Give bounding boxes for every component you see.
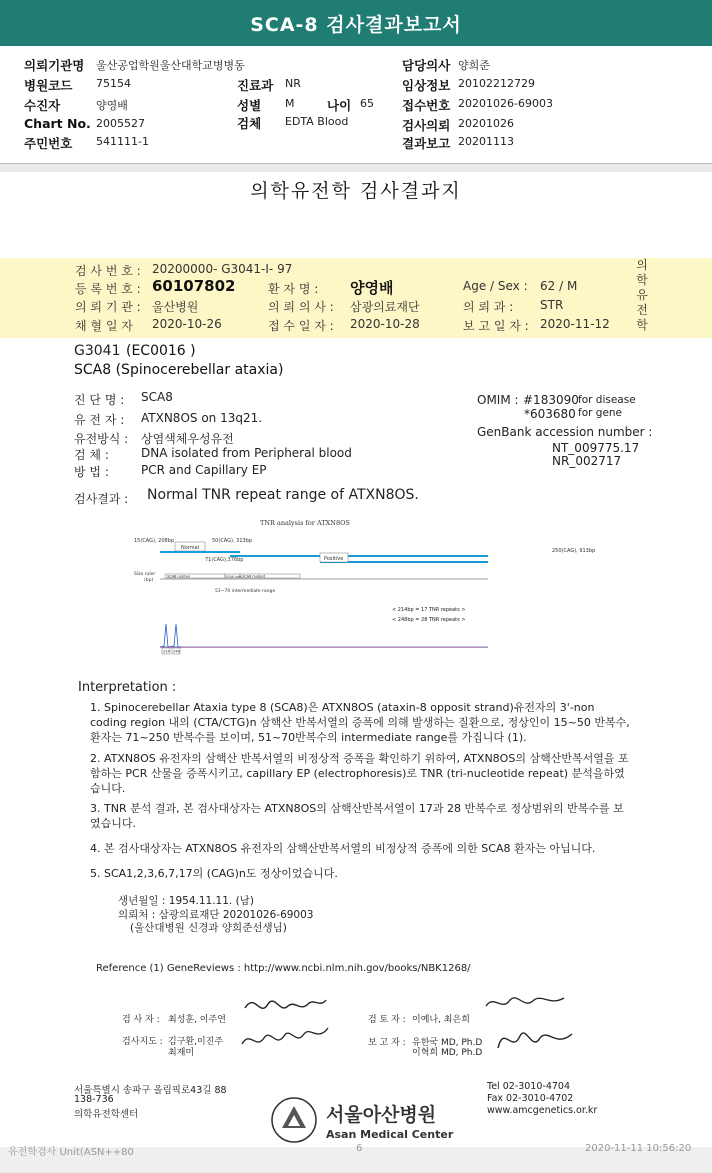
omim-disease-note: for disease (578, 394, 636, 406)
reviewer-signature (480, 990, 570, 1018)
scale-inter: SCA8 inter (226, 574, 242, 579)
birth-date: 생년월일 : 1954.11.11. (남) (118, 895, 254, 907)
clinical-label: 임상정보 (402, 78, 451, 93)
web: www.amcgenetics.or.kr (487, 1105, 598, 1116)
specimen2-label: 검 체 : (74, 448, 109, 462)
scale-mutant: SCA8 mutant (242, 574, 266, 579)
peak-label-1: 214 (163, 649, 170, 654)
inherit-label: 유전방식 : (74, 432, 129, 446)
receipt-value: 20201026-69003 (458, 97, 553, 110)
address-1: 서울특별시 송파구 올림픽로43길 88 (74, 1085, 227, 1096)
ward-label: 의 뢰 과 : (463, 300, 514, 314)
address-2: 138-736 (74, 1094, 114, 1105)
allele-1: < 214bp = 17 TNR repeats > (392, 607, 466, 613)
chart-label-l2: 50(CAG), 313bp (212, 538, 253, 544)
vertical-label: 의학유전학 (636, 258, 648, 332)
age-sex-label: Age / Sex : (463, 279, 528, 293)
reviewer-label: 검 토 자 : (368, 1015, 406, 1025)
peak-label-2: 248 (173, 649, 180, 654)
reporter-signature (490, 1018, 580, 1058)
fax: Fax 02-3010-4702 (487, 1093, 574, 1104)
disease-title: SCA8 (Spinocerebellar ataxia) (74, 362, 284, 378)
reporter-label: 보 고 자 : (368, 1038, 406, 1048)
chart-value: 2005527 (96, 117, 145, 130)
hospital-value: 울산공업학원울산대학교병병동 (96, 59, 245, 72)
referrer-2: (울산대병원 신경과 양희준선생님) (130, 922, 287, 934)
genbank-1: NT_009775.17 (552, 441, 640, 455)
code-label: 병원코드 (24, 78, 73, 93)
exam-no-value: 20200000- G3041-I- 97 (152, 262, 293, 276)
size-ruler-text: Size ruler (134, 572, 156, 577)
request-label: 검사의뢰 (402, 118, 451, 133)
hospital-label: 의뢰기관명 (24, 58, 85, 73)
doctor-label: 담당의사 (402, 58, 451, 73)
inst-value: 울산병원 (152, 300, 199, 314)
specimen-label: 검체 (237, 116, 262, 131)
inherit-value: 상염색체우성유전 (141, 432, 234, 446)
report-title: SCA-8 검사결과보고서 (250, 13, 462, 36)
exam-no-label: 검 사 번 호 : (75, 264, 141, 278)
hospital-kr: 서울아산병원 (326, 1104, 437, 1126)
req-doc-label: 의 뢰 의 사 : (268, 300, 334, 314)
positive-text: Positive (324, 556, 344, 562)
gene-value: ATXN8OS on 13q21. (141, 411, 263, 425)
interp-p4: 4. 본 검사대상자는 ATXN8OS 유전자의 삼핵산반복서열의 비정상적 증폭에 의한 SCA8 환자는 아닙니다. (90, 842, 596, 855)
doc-patient-value: 양영배 (350, 279, 394, 297)
chart-label: Chart No. (24, 116, 91, 131)
recv-label: 접 수 일 자 : (268, 319, 334, 333)
interp-p1: 1. Spinocerebellar Ataxia type 8 (SCA8)은 ATXN8OS (ataxin-8 opposit strand)유전자의 3'-non coding region 내의 (CTA/CTG)n 삼핵산 반복서열의 증폭에 의해 발생하는 질환으로, 정상인이 15~50 반복수, 환자는 71~250 반복수를 보이며, 51~70반복수의 intermediate range를 가집니다 (1). (90, 701, 630, 744)
dept-label: 진료과 (237, 78, 274, 93)
interp-p2: 2. ATXN8OS 유전자의 삼핵산 반복서열의 비정상적 증폭을 확인하기 위하여, ATXN8OS의 삼핵산반복서열을 포함하는 PCR 산물을 증폭시키고, capillary EP (electrophoresis)로 TNR (tri-nucleotide repeat) 분석을하였습니다. (90, 752, 629, 795)
reporter-value-2: 이혁희 MD, Ph.D (412, 1048, 483, 1058)
instructor-label: 검사지도 : (122, 1037, 163, 1047)
method-label: 방 법 : (74, 465, 109, 479)
tnr-figure (120, 512, 620, 667)
reporter-value: 유한국 MD, Ph.D (412, 1038, 483, 1048)
tester-value: 최성훈, 이주연 (168, 1015, 226, 1025)
interp-title: Interpretation : (78, 680, 177, 695)
patient-label: 수진자 (24, 98, 61, 113)
footer-center-note: 6 (356, 1143, 363, 1154)
genbank-2: NR_002717 (552, 454, 622, 468)
normal-text: Normal (181, 545, 200, 551)
report-title-bar (0, 0, 712, 46)
ward-value: STR (540, 298, 564, 312)
interp-p3: 3. TNR 분석 결과, 본 검사대상자는 ATXN8OS의 삼핵산반복서열이 17과 28 반복수로 정상범위의 반복수를 보였습니다. (90, 802, 624, 830)
age-label: 나이 (327, 98, 352, 113)
inter-range-text: 51~70 intermediate range (215, 589, 276, 594)
asan-logo-icon (270, 1096, 318, 1144)
recv-value: 2020-10-28 (350, 317, 420, 331)
tel: Tel 02-3010-4704 (487, 1081, 570, 1092)
header-info (0, 46, 712, 164)
chart-label-l4: 250(CAG), 913bp (552, 548, 596, 554)
scale-normal: SCA8 normal (167, 574, 190, 579)
omim-label: OMIM : (477, 393, 519, 407)
dx-value: SCA8 (141, 390, 173, 404)
instructor-signature (238, 1020, 338, 1054)
req-doc-value: 삼광의료재단 (350, 300, 420, 314)
hospital-en: Asan Medical Center (326, 1128, 454, 1141)
rep-value: 2020-11-12 (540, 317, 610, 331)
tester-signature (240, 990, 330, 1020)
interp-p5: 5. SCA1,2,3,6,7,17의 (CAG)n도 정상이었습니다. (90, 867, 338, 880)
age-value: 65 (360, 97, 374, 110)
gene-label: 유 전 자 : (74, 413, 125, 427)
omim-disease: #183090 (523, 393, 579, 407)
footer-timestamp: 2020-11-11 10:56:20 (585, 1143, 692, 1154)
instructor-value-2: 최재미 (168, 1048, 195, 1058)
clinical-value: 20102212729 (458, 77, 535, 90)
doc-title: 의학유전학 검사결과지 (250, 180, 462, 202)
dx-label: 진 단 명 : (74, 393, 125, 407)
sex-label: 성별 (237, 98, 262, 113)
chart-label-l1: 15(CAG), 208bp (134, 538, 175, 544)
address-3: 의학유전학센터 (74, 1109, 139, 1120)
section-divider (0, 164, 712, 172)
report-value: 20201113 (458, 135, 514, 148)
allele-2: < 248bp = 28 TNR repeats > (392, 617, 466, 623)
patient-value: 양영배 (96, 99, 128, 112)
chart-title: TNR analysis for ATXN8OS (260, 519, 350, 527)
dept-value: NR (285, 77, 301, 90)
tester-label: 검 사 자 : (122, 1015, 160, 1025)
instructor-value: 김구환,이진주 (168, 1037, 224, 1047)
draw-value: 2020-10-26 (152, 317, 222, 331)
omim-gene: *603680 (524, 407, 576, 421)
age-sex-value: 62 / M (540, 279, 578, 293)
result-label: 검사결과 : (74, 492, 129, 506)
test-code-2: (EC0016 ) (126, 343, 196, 359)
test-code: G3041 (74, 343, 121, 359)
specimen-value: EDTA Blood (285, 115, 349, 128)
reviewer-value: 이예나, 최은희 (412, 1015, 470, 1025)
chart-label-l3: 71(CAG),376bp (205, 557, 244, 563)
reference: Reference (1) GeneReviews : http://www.ncbi.nlm.nih.gov/books/NBK1268/ (96, 963, 471, 974)
request-value: 20201026 (458, 117, 514, 130)
id-value: 541111-1 (96, 135, 149, 148)
omim-gene-note: for gene (578, 407, 623, 419)
result-value: Normal TNR repeat range of ATXN8OS. (147, 487, 419, 503)
id-label: 주민번호 (24, 136, 73, 151)
sex-value: M (285, 97, 295, 110)
specimen2-value: DNA isolated from Peripheral blood (141, 446, 352, 460)
genbank-label: GenBank accession number : (477, 425, 653, 439)
inst-label: 의 뢰 기 관 : (75, 300, 141, 314)
reg-no-label: 등 록 번 호 : (75, 282, 141, 296)
reg-no-value: 60107802 (152, 277, 236, 295)
doc-patient-label: 환 자 명 : (268, 282, 319, 296)
referrer: 의뢰처 : 삼광의료재단 20201026-69003 (118, 909, 314, 921)
ruler-unit-text: (bp) (144, 578, 154, 583)
code-value: 75154 (96, 77, 131, 90)
trace-peaks (160, 624, 182, 647)
footer-left-note: 유전학검사 Unit(ASN++80 (8, 1147, 134, 1158)
draw-label: 채 혈 일 자 (75, 319, 133, 333)
report-label: 결과보고 (402, 136, 451, 151)
method-value: PCR and Capillary EP (141, 463, 267, 477)
receipt-label: 접수번호 (402, 98, 451, 113)
rep-label: 보 고 일 자 : (463, 319, 529, 333)
doctor-value: 양희준 (458, 59, 490, 72)
